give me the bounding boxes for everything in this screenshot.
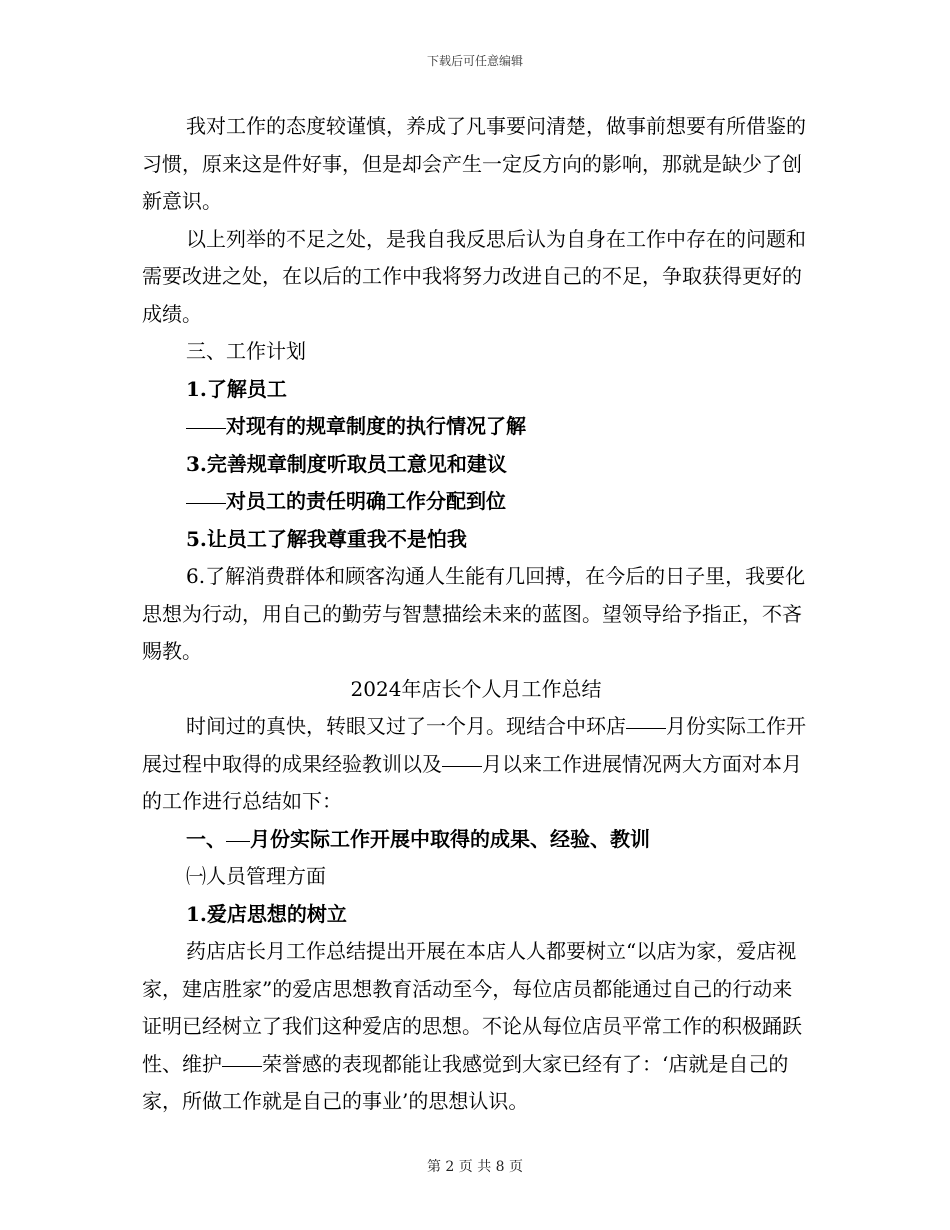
paragraph-intro: 时间过的真快，转眼又过了一个月。现结合中环店 月份实际工作开展过程中取得的成果经验教训以及 月以来工作进展情况两大方面对本月的工作进行总结如下： <box>142 714 806 813</box>
blank-underline <box>222 1066 262 1067</box>
plan-item-4: 对员工的责任明确工作分配到位 <box>142 483 810 521</box>
plan-item-5: 5.让员工了解我尊重我不是怕我 <box>186 526 467 551</box>
paragraph-shortcomings: 以上列举的不足之处，是我自我反思后认为自身在工作中存在的问题和需要改进之处，在以后的工作中我将努力改进自己的不足，争取获得更好的成绩。 <box>142 226 806 326</box>
blank-underline <box>442 766 482 767</box>
document-title: 2024年店长个人月工作总结 <box>350 676 602 701</box>
document-body <box>142 108 810 1121</box>
paragraph-work-attitude: 我对工作的态度较谨慎，养成了凡事要问清楚，做事前想要有所借鉴的习惯，原来这是件好事，但是却会产生一定反方向的影响，那就是缺少了创新意识。 <box>142 114 806 213</box>
plan-item-6: 6.了解消费群体和顾客沟通人生能有几回搏，在今后的日子里，我要化思想为行动，用自己的勤劳与智慧描绘未来的蓝图。望领导给予指正，不吝赐教。 <box>142 564 806 663</box>
blank-underline <box>226 841 250 842</box>
section-heading-work-plan: 三、工作计划 <box>186 339 306 363</box>
plan-item-2: 对现有的规章制度的执行情况了解 <box>142 408 810 446</box>
blank-underline <box>626 728 666 729</box>
page-number: 第 2 页 共 8 页 <box>426 1159 524 1175</box>
section-heading-results: 一、 月份实际工作开展中取得的成果、经验、教训 <box>186 826 650 851</box>
blank-underline <box>186 428 226 429</box>
blank-underline <box>186 503 226 504</box>
paragraph-store-love: 药店店长月工作总结提出开展在本店人人都要树立“以店为家，爱店视家，建店胜家”的爱店思想教育活动至今，每位店员都能通过自己的行动来证明已经树立了我们这种爱店的思想。不论从每位店员平常工作的积极踊跃性、维护 荣誉感的表现都能让我感觉到大家已经有了：‘店就是自己的家，所做工作就是自己的事业’的思想认识。 <box>142 939 802 1113</box>
subsection-heading-store-love: 1.爱店思想的树立 <box>186 901 347 926</box>
page-header: 下载后可任意编辑 <box>426 54 523 68</box>
subsection-heading-personnel: ㈠人员管理方面 <box>186 864 326 888</box>
plan-item-3: 3.完善规章制度听取员工意见和建议 <box>186 451 507 476</box>
plan-item-1: 1.了解员工 <box>186 376 287 401</box>
